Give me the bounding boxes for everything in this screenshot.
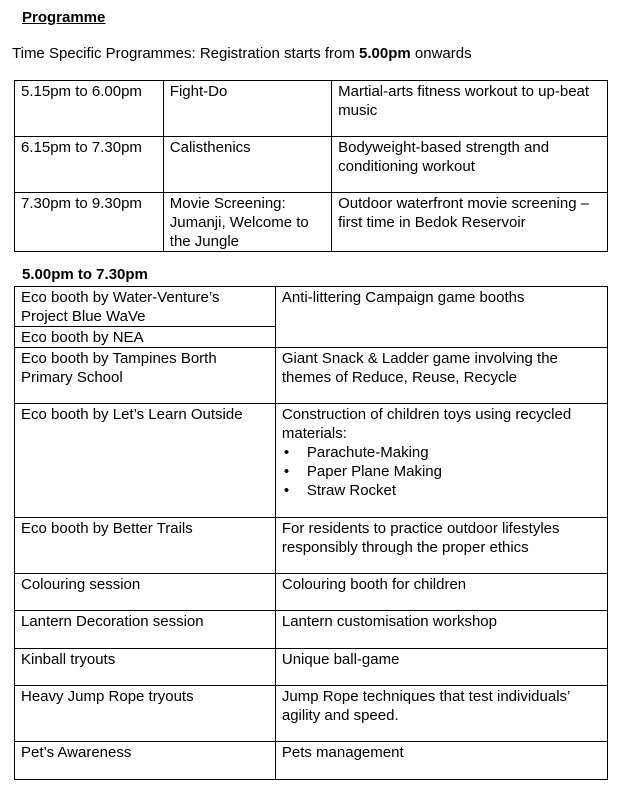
intro-time: 5.00pm <box>359 45 411 62</box>
description-cell: Jump Rope techniques that test individuals’ agility and speed. <box>275 686 607 742</box>
description-cell: Anti-littering Campaign game booths <box>275 287 607 348</box>
table-row <box>15 81 608 137</box>
booth-cell: Eco booth by Water-Venture’s Project Blue WaVe <box>15 287 276 327</box>
table-row <box>15 686 608 742</box>
session-heading: 5.00pm to 7.30pm <box>22 266 148 283</box>
page-title: Programme <box>22 9 106 26</box>
table-row <box>15 518 608 574</box>
booth-cell: Colouring session <box>15 574 276 611</box>
time-cell: 6.15pm to 7.30pm <box>15 137 164 193</box>
booth-cell: Eco booth by Let’s Learn Outside <box>15 404 276 518</box>
list-item: • Straw Rocket <box>307 481 601 500</box>
description-cell: Giant Snack & Ladder game involving the themes of Reduce, Reuse, Recycle <box>275 348 607 404</box>
time-cell: 5.15pm to 6.00pm <box>15 81 164 137</box>
description-cell: Lantern customisation workshop <box>275 611 607 649</box>
booth-cell: Kinball tryouts <box>15 649 276 686</box>
table-row <box>15 404 608 518</box>
table-row <box>15 611 608 649</box>
description-cell: Bodyweight-based strength and conditioning workout <box>332 137 608 193</box>
time-cell: 7.30pm to 9.30pm <box>15 193 164 252</box>
intro-line <box>12 45 472 62</box>
booth-cell: Pet’s Awareness <box>15 742 276 780</box>
table-row <box>15 193 608 252</box>
intro-suffix: onwards <box>410 45 472 62</box>
toys-list <box>282 443 601 500</box>
booth-cell: Lantern Decoration session <box>15 611 276 649</box>
list-item: • Paper Plane Making <box>307 462 601 481</box>
table-row <box>15 574 608 611</box>
toys-intro: Construction of children toys using recycled materials: <box>281 406 572 442</box>
table-row <box>15 649 608 686</box>
booth-cell: Eco booth by Tampines Borth Primary School <box>15 348 276 404</box>
table-row <box>15 137 608 193</box>
booths-table <box>14 286 608 780</box>
description-cell: Outdoor waterfront movie screening – first time in Bedok Reservoir <box>332 193 608 252</box>
programme-cell: Calisthenics <box>163 137 331 193</box>
booth-cell: Eco booth by NEA <box>15 327 276 348</box>
booth-cell: Heavy Jump Rope tryouts <box>15 686 276 742</box>
table-row <box>15 742 608 780</box>
description-cell: Colouring booth for children <box>275 574 607 611</box>
description-cell: For residents to practice outdoor lifestyles responsibly through the proper ethics <box>275 518 607 574</box>
table-row <box>15 287 608 327</box>
description-cell <box>275 404 607 518</box>
description-cell: Pets management <box>275 742 607 780</box>
time-specific-table <box>14 80 608 252</box>
description-cell: Unique ball-game <box>275 649 607 686</box>
programme-cell: Movie Screening: Jumanji, Welcome to the Jungle <box>163 193 331 252</box>
intro-text: Time Specific Programmes: Registration starts from <box>12 45 360 62</box>
programme-cell: Fight-Do <box>163 81 331 137</box>
table-row <box>15 348 608 404</box>
list-item: • Parachute-Making <box>307 443 601 462</box>
description-cell: Martial-arts fitness workout to up-beat music <box>332 81 608 137</box>
booth-cell: Eco booth by Better Trails <box>15 518 276 574</box>
